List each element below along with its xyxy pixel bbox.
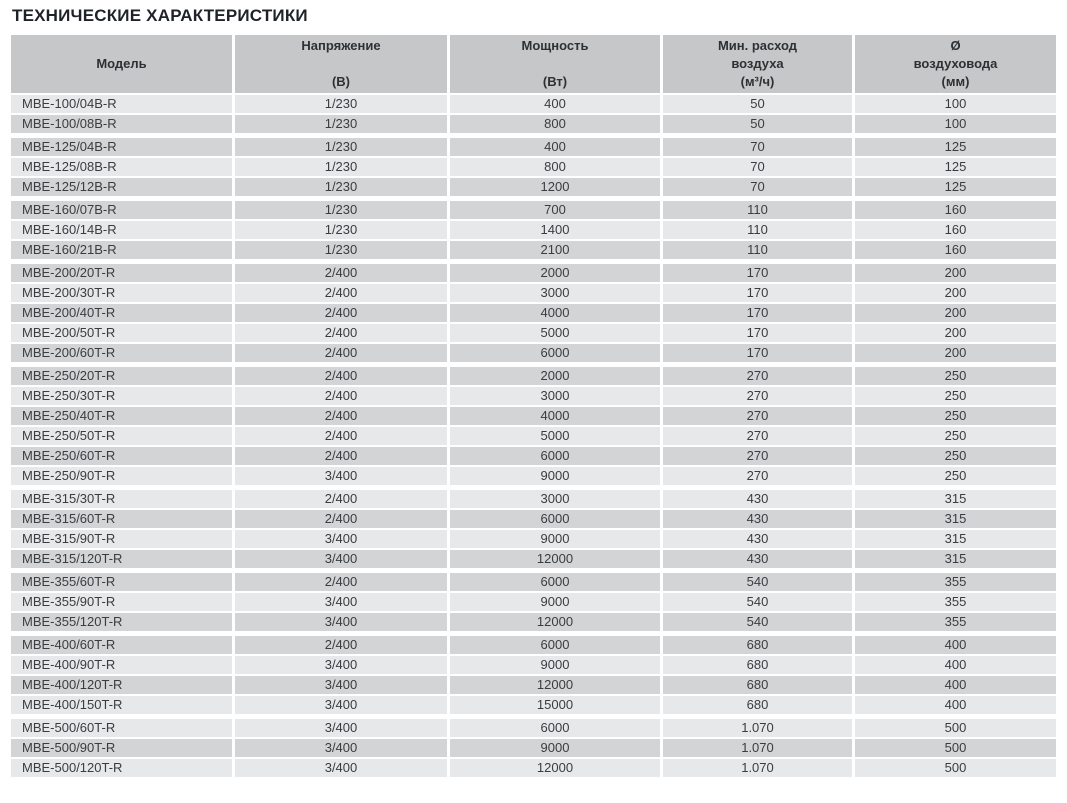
diameter-cell: 355 <box>855 613 1056 631</box>
diameter-cell: 400 <box>855 656 1056 674</box>
table-row <box>11 201 1056 219</box>
column-header-power <box>450 35 660 93</box>
power-cell: 2000 <box>450 264 660 282</box>
voltage-cell: 3/400 <box>235 759 447 777</box>
voltage-cell: 1/230 <box>235 95 447 113</box>
column-header-label: воздуховода <box>913 56 998 71</box>
airflow-cell: 430 <box>663 550 852 568</box>
diameter-cell: 400 <box>855 636 1056 654</box>
airflow-cell: 680 <box>663 696 852 714</box>
table-row <box>11 241 1056 259</box>
model-series-group <box>11 573 1056 631</box>
table-row <box>11 573 1056 591</box>
model-cell: MBE-400/120T-R <box>11 676 232 694</box>
table-row <box>11 490 1056 508</box>
diameter-cell: 125 <box>855 158 1056 176</box>
voltage-cell: 2/400 <box>235 387 447 405</box>
voltage-cell: 3/400 <box>235 550 447 568</box>
table-row <box>11 95 1056 113</box>
airflow-cell: 50 <box>663 115 852 133</box>
model-cell: MBE-160/14B-R <box>11 221 232 239</box>
column-header-label: Напряжение <box>301 38 381 53</box>
model-cell: MBE-315/60T-R <box>11 510 232 528</box>
column-header-model <box>11 35 232 93</box>
page-title: ТЕХНИЧЕСКИЕ ХАРАКТЕРИСТИКИ <box>12 6 308 25</box>
column-header-unit: (В) <box>331 74 351 89</box>
table-row <box>11 467 1056 485</box>
airflow-cell: 270 <box>663 467 852 485</box>
airflow-cell: 110 <box>663 201 852 219</box>
voltage-cell: 1/230 <box>235 158 447 176</box>
model-cell: MBE-160/07B-R <box>11 201 232 219</box>
model-cell: MBE-400/150T-R <box>11 696 232 714</box>
airflow-cell: 70 <box>663 178 852 196</box>
power-cell: 6000 <box>450 447 660 465</box>
model-series-group <box>11 490 1056 568</box>
column-header-diameter <box>855 35 1056 93</box>
table-row <box>11 284 1056 302</box>
airflow-cell: 540 <box>663 613 852 631</box>
column-header-unit: (мм) <box>941 74 970 89</box>
airflow-cell: 270 <box>663 427 852 445</box>
table-row <box>11 696 1056 714</box>
airflow-cell: 270 <box>663 447 852 465</box>
voltage-cell: 3/400 <box>235 467 447 485</box>
table-header <box>11 35 1056 93</box>
airflow-cell: 110 <box>663 241 852 259</box>
diameter-cell: 250 <box>855 467 1056 485</box>
power-cell: 5000 <box>450 324 660 342</box>
power-cell: 2100 <box>450 241 660 259</box>
airflow-cell: 1.070 <box>663 739 852 757</box>
table-row <box>11 324 1056 342</box>
airflow-cell: 430 <box>663 530 852 548</box>
table-row <box>11 304 1056 322</box>
model-series-group <box>11 719 1056 777</box>
power-cell: 9000 <box>450 593 660 611</box>
voltage-cell: 2/400 <box>235 407 447 425</box>
voltage-cell: 2/400 <box>235 447 447 465</box>
column-header-label <box>450 55 660 73</box>
power-cell: 4000 <box>450 304 660 322</box>
diameter-cell: 200 <box>855 284 1056 302</box>
power-cell: 700 <box>450 201 660 219</box>
model-cell: MBE-125/04B-R <box>11 138 232 156</box>
table-row <box>11 613 1056 631</box>
table-row <box>11 115 1056 133</box>
voltage-cell: 2/400 <box>235 573 447 591</box>
model-cell: MBE-250/90T-R <box>11 467 232 485</box>
power-cell: 9000 <box>450 530 660 548</box>
voltage-cell: 2/400 <box>235 636 447 654</box>
voltage-cell: 1/230 <box>235 178 447 196</box>
model-cell: MBE-200/60T-R <box>11 344 232 362</box>
diameter-cell: 250 <box>855 427 1056 445</box>
model-cell: MBE-200/30T-R <box>11 284 232 302</box>
model-cell: MBE-200/20T-R <box>11 264 232 282</box>
model-cell: MBE-355/120T-R <box>11 613 232 631</box>
model-cell: MBE-315/120T-R <box>11 550 232 568</box>
column-header-voltage <box>235 35 447 93</box>
voltage-cell: 3/400 <box>235 593 447 611</box>
model-cell: MBE-500/120T-R <box>11 759 232 777</box>
diameter-cell: 250 <box>855 447 1056 465</box>
diameter-cell: 250 <box>855 387 1056 405</box>
diameter-cell: 355 <box>855 573 1056 591</box>
diameter-cell: 200 <box>855 344 1056 362</box>
diameter-cell: 200 <box>855 304 1056 322</box>
column-header-label: воздуха <box>731 56 784 71</box>
airflow-cell: 50 <box>663 95 852 113</box>
voltage-cell: 1/230 <box>235 138 447 156</box>
table-row <box>11 427 1056 445</box>
model-cell: MBE-315/30T-R <box>11 490 232 508</box>
power-cell: 800 <box>450 115 660 133</box>
airflow-cell: 430 <box>663 490 852 508</box>
diameter-cell: 500 <box>855 759 1056 777</box>
power-cell: 4000 <box>450 407 660 425</box>
model-series-group <box>11 201 1056 259</box>
airflow-cell: 170 <box>663 284 852 302</box>
voltage-cell: 3/400 <box>235 613 447 631</box>
airflow-cell: 170 <box>663 304 852 322</box>
power-cell: 3000 <box>450 490 660 508</box>
power-cell: 9000 <box>450 656 660 674</box>
voltage-cell: 1/230 <box>235 115 447 133</box>
airflow-cell: 170 <box>663 324 852 342</box>
voltage-cell: 3/400 <box>235 656 447 674</box>
power-cell: 15000 <box>450 696 660 714</box>
diameter-cell: 125 <box>855 178 1056 196</box>
voltage-cell: 3/400 <box>235 696 447 714</box>
airflow-cell: 540 <box>663 593 852 611</box>
power-cell: 3000 <box>450 387 660 405</box>
power-cell: 12000 <box>450 676 660 694</box>
power-cell: 12000 <box>450 613 660 631</box>
diameter-cell: 200 <box>855 264 1056 282</box>
table-row <box>11 593 1056 611</box>
table-row <box>11 510 1056 528</box>
model-cell: MBE-160/21B-R <box>11 241 232 259</box>
model-cell: MBE-315/90T-R <box>11 530 232 548</box>
power-cell: 400 <box>450 95 660 113</box>
model-cell: MBE-500/60T-R <box>11 719 232 737</box>
model-cell: MBE-500/90T-R <box>11 739 232 757</box>
column-header-unit: (Вт) <box>542 74 568 89</box>
model-series-group <box>11 367 1056 485</box>
model-cell: MBE-250/60T-R <box>11 447 232 465</box>
airflow-cell: 170 <box>663 344 852 362</box>
voltage-cell: 2/400 <box>235 284 447 302</box>
column-header-label: Мин. расход <box>717 38 798 53</box>
column-header-label: Модель <box>96 56 147 71</box>
model-cell: MBE-250/20T-R <box>11 367 232 385</box>
voltage-cell: 3/400 <box>235 676 447 694</box>
airflow-cell: 540 <box>663 573 852 591</box>
power-cell: 9000 <box>450 739 660 757</box>
airflow-cell: 680 <box>663 636 852 654</box>
table-row <box>11 636 1056 654</box>
table-row <box>11 530 1056 548</box>
table-row <box>11 367 1056 385</box>
voltage-cell: 1/230 <box>235 201 447 219</box>
table-row <box>11 158 1056 176</box>
voltage-cell: 2/400 <box>235 324 447 342</box>
table-row <box>11 739 1056 757</box>
column-header-label <box>235 55 447 73</box>
table-row <box>11 138 1056 156</box>
diameter-cell: 125 <box>855 138 1056 156</box>
model-cell: MBE-200/40T-R <box>11 304 232 322</box>
model-series-group <box>11 95 1056 133</box>
diameter-cell: 100 <box>855 115 1056 133</box>
table-row <box>11 178 1056 196</box>
column-header-label: Мощность <box>521 38 589 53</box>
diameter-cell: 250 <box>855 407 1056 425</box>
table-row <box>11 344 1056 362</box>
table-row <box>11 407 1056 425</box>
airflow-cell: 70 <box>663 138 852 156</box>
model-cell: MBE-250/40T-R <box>11 407 232 425</box>
voltage-cell: 1/230 <box>235 241 447 259</box>
model-cell: MBE-355/90T-R <box>11 593 232 611</box>
table-row <box>11 676 1056 694</box>
voltage-cell: 3/400 <box>235 719 447 737</box>
diameter-cell: 250 <box>855 367 1056 385</box>
voltage-cell: 2/400 <box>235 490 447 508</box>
diameter-cell: 160 <box>855 241 1056 259</box>
diameter-symbol: Ø <box>950 38 961 53</box>
power-cell: 400 <box>450 138 660 156</box>
diameter-cell: 355 <box>855 593 1056 611</box>
column-header-unit: (м³/ч) <box>740 74 775 89</box>
power-cell: 6000 <box>450 636 660 654</box>
airflow-cell: 270 <box>663 407 852 425</box>
power-cell: 5000 <box>450 427 660 445</box>
diameter-cell: 315 <box>855 550 1056 568</box>
column-header-airflow <box>663 35 852 93</box>
airflow-cell: 1.070 <box>663 719 852 737</box>
power-cell: 12000 <box>450 550 660 568</box>
model-cell: MBE-250/50T-R <box>11 427 232 445</box>
model-series-group <box>11 636 1056 714</box>
spec-table <box>11 35 1056 777</box>
diameter-cell: 315 <box>855 530 1056 548</box>
airflow-cell: 170 <box>663 264 852 282</box>
voltage-cell: 2/400 <box>235 367 447 385</box>
table-body <box>11 95 1056 777</box>
power-cell: 6000 <box>450 573 660 591</box>
diameter-cell: 200 <box>855 324 1056 342</box>
model-cell: MBE-100/04B-R <box>11 95 232 113</box>
voltage-cell: 2/400 <box>235 304 447 322</box>
airflow-cell: 70 <box>663 158 852 176</box>
table-row <box>11 550 1056 568</box>
voltage-cell: 3/400 <box>235 739 447 757</box>
diameter-cell: 500 <box>855 719 1056 737</box>
model-cell: MBE-125/08B-R <box>11 158 232 176</box>
diameter-cell: 315 <box>855 510 1056 528</box>
power-cell: 1200 <box>450 178 660 196</box>
airflow-cell: 430 <box>663 510 852 528</box>
power-cell: 1400 <box>450 221 660 239</box>
model-cell: MBE-125/12B-R <box>11 178 232 196</box>
model-cell: MBE-400/60T-R <box>11 636 232 654</box>
model-cell: MBE-355/60T-R <box>11 573 232 591</box>
voltage-cell: 2/400 <box>235 264 447 282</box>
diameter-cell: 100 <box>855 95 1056 113</box>
table-row <box>11 264 1056 282</box>
power-cell: 6000 <box>450 510 660 528</box>
voltage-cell: 2/400 <box>235 427 447 445</box>
model-cell: MBE-100/08B-R <box>11 115 232 133</box>
airflow-cell: 680 <box>663 676 852 694</box>
voltage-cell: 2/400 <box>235 510 447 528</box>
airflow-cell: 1.070 <box>663 759 852 777</box>
power-cell: 9000 <box>450 467 660 485</box>
power-cell: 2000 <box>450 367 660 385</box>
diameter-cell: 400 <box>855 696 1056 714</box>
table-row <box>11 719 1056 737</box>
diameter-cell: 400 <box>855 676 1056 694</box>
voltage-cell: 1/230 <box>235 221 447 239</box>
diameter-cell: 160 <box>855 221 1056 239</box>
airflow-cell: 270 <box>663 387 852 405</box>
model-cell: MBE-200/50T-R <box>11 324 232 342</box>
voltage-cell: 2/400 <box>235 344 447 362</box>
table-row <box>11 759 1056 777</box>
airflow-cell: 110 <box>663 221 852 239</box>
diameter-cell: 160 <box>855 201 1056 219</box>
voltage-cell: 3/400 <box>235 530 447 548</box>
table-row <box>11 221 1056 239</box>
power-cell: 6000 <box>450 344 660 362</box>
model-cell: MBE-400/90T-R <box>11 656 232 674</box>
table-row <box>11 447 1056 465</box>
table-row <box>11 387 1056 405</box>
power-cell: 3000 <box>450 284 660 302</box>
airflow-cell: 270 <box>663 367 852 385</box>
airflow-cell: 680 <box>663 656 852 674</box>
diameter-cell: 315 <box>855 490 1056 508</box>
power-cell: 800 <box>450 158 660 176</box>
table-row <box>11 656 1056 674</box>
power-cell: 6000 <box>450 719 660 737</box>
model-series-group <box>11 138 1056 196</box>
model-series-group <box>11 264 1056 362</box>
diameter-cell: 500 <box>855 739 1056 757</box>
power-cell: 12000 <box>450 759 660 777</box>
model-cell: MBE-250/30T-R <box>11 387 232 405</box>
